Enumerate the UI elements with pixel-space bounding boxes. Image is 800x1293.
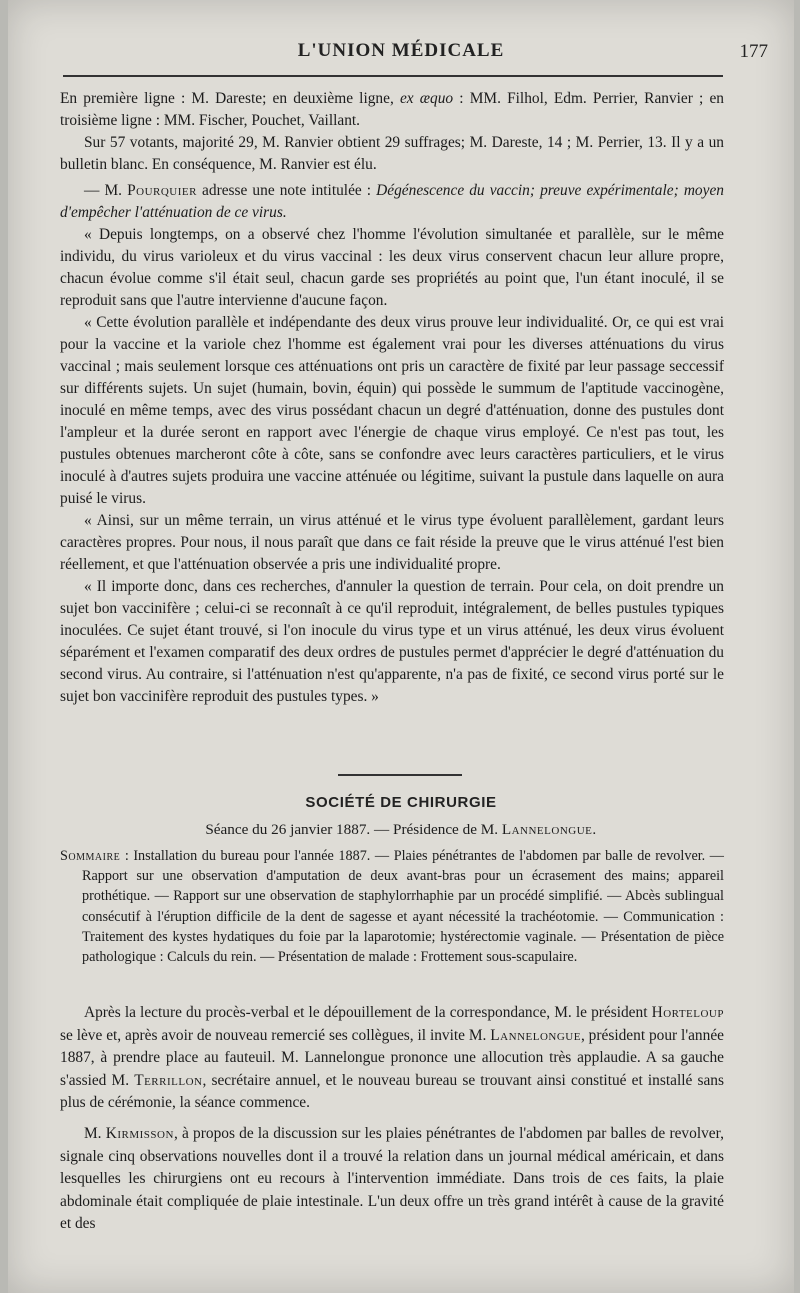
election-ranking-paragraph: En première ligne : M. Dareste; en deuxième ligne, ex æquo : MM. Filhol, Edm. Perrier, Ranvier ; en troisième ligne : MM. Fischer, Pouchet, Vaillant. (60, 90, 724, 129)
academy-report (60, 88, 724, 708)
author-name: Pourquier (127, 182, 197, 199)
quote-paragraph: « Ainsi, sur un même terrain, un virus atténué et le virus type évoluent parallèlement, gardant leurs caractères propres. Pour nous, il nous paraît que dans ce fait réside la preuve que le virus atténué l'est bien réellement, et que l'atténuation observée a pris une individualité propre. (60, 512, 724, 573)
page-header (8, 40, 794, 70)
section-title: SOCIÉTÉ DE CHIRURGIE (305, 794, 497, 811)
summary-block (60, 846, 724, 967)
quote-paragraph: « Il importe donc, dans ces recherches, d'annuler la question de terrain. Pour cela, on doit prendre un sujet bon vaccinifère ; celui-ci se reconnaît à ce qu'il reproduit, intégralement, de belles pustules typiques inoculées. Ce sujet étant trouvé, si l'on inocule du virus type et un virus atténué, les deux virus évoluent séparément et l'examen comparatif des deux ordres de pustules permet d'apprécier le degré d'atténuation du second virus. Au contraire, si l'atténuation n'est qu'apparente, n'a pas de fixité, ce second virus porté sur le sujet bon vaccinifère reproduit des pustules types. » (60, 578, 724, 705)
journal-page (8, 0, 794, 1293)
pourquier-note-paragraph: — M. Pourquier adresse une note intitulée : Dégénescence du vaccin; preuve expérimentale; moyen d'empêcher l'atténuation de ce virus. (60, 182, 724, 221)
installation-paragraph: Après la lecture du procès-verbal et le dépouillement de la correspondance, M. le président Horteloup se lève et, après avoir de nouveau remercié ses collègues, il invite M. Lannelongue, président pour l'année 1887, à prendre place au fauteuil. M. Lannelongue prononce une allocution très applaudie. A sa gauche s'assied M. Terrillon, secrétaire annuel, et le nouveau bureau se trouvant ainsi constitué et installé sans plus de cérémonie, la séance commence. (60, 1004, 724, 1112)
page-number: 177 (739, 41, 768, 62)
note-title: Dégénescence du vaccin; preuve expérimentale; moyen d'empêcher l'atténuation de ce virus. (60, 182, 724, 221)
proceedings-text (60, 1002, 724, 1236)
quote-paragraph: « Cette évolution parallèle et indépendante des deux virus prouve leur individualité. Or, ce qui est vrai pour la vaccine et la variole chez l'homme est également vrai pour les diverses atténuations du virus vaccinal ; mais seulement lorsque ces atténuations ont pris un caractère de fixité par leur passage seccessif sur différents sujets. Un sujet (humain, bovin, équin) qui possède le summum de l'aptitude vaccinogène, inoculé en même temps, avec des virus possédant chacun un degré d'atténuation, donne des pustules dont l'ampleur et la durée seront en rapport avec l'énergie de chaque virus employé. Ce n'est pas tout, les pustules obtenues marcheront côte à côte, sans se confondre avec leurs caractères particuliers, et le virus inoculé à d'autres sujets produira une vaccine atténuée ou légitime, suivant la pustule dans laquelle on aura puisé le virus. (60, 314, 724, 507)
summary-text: : Installation du bureau pour l'année 1887. — Plaies pénétrantes de l'abdomen par balle de revolver. — Rapport sur une observation d'amputation de deux avant-bras pour un écrasement des mains; appareil prothétique. — Rapport sur une observation de staphylorrhaphie par un procédé simplifié. — Abcès sublingual consécutif à l'éruption difficile de la dent de sagesse et ayant nécessité la trachéotomie. — Communication : Traitement des kystes hydatiques du foie par la laparotomie; hystérectomie vaginale. — Présentation de pièce pathologique : Calculs du rein. — Présentation de malade : Frottement sous-scapulaire. (82, 848, 724, 966)
president-name: Lannelongue. (501, 821, 597, 838)
running-title: L'UNION MÉDICALE (297, 40, 505, 61)
kirmisson-paragraph: M. Kirmisson, à propos de la discussion sur les plaies pénétrantes de l'abdomen par balles de revolver, signale cinq observations nouvelles dont il a trouvé la relation dans un journal médical américain, et dans lesquelles les chirurgiens ont eu recours à l'intervention immédiate. Dans trois de ces faits, la plaie abdominale était compliquée de plaie intestinale. L'un deux offre un très grand intérêt à cause de la gravité et des (60, 1124, 724, 1233)
summary-label: Sommaire (60, 848, 121, 864)
quote-paragraph: « Depuis longtemps, on a observé chez l'homme l'évolution simultanée et parallèle, sur le même individu, du virus varioleux et du virus vaccinal : les deux virus conservent chacun leur allure propre, chacun évolue comme s'il était seul, chacun garde ses propriétés au point que, l'un étant inoculé, il se reproduit sans que l'autre intervienne d'aucune façon. (60, 226, 724, 309)
session-line: Séance du 26 janvier 1887. — Présidence de M. Lannelongue. (205, 821, 597, 838)
section-divider (338, 774, 462, 776)
header-rule (63, 75, 723, 77)
election-result-paragraph: Sur 57 votants, majorité 29, M. Ranvier obtient 29 suffrages; M. Dareste, 14 ; M. Perrier, 13. Il y a un bulletin blanc. En conséquence, M. Ranvier est élu. (60, 134, 724, 173)
